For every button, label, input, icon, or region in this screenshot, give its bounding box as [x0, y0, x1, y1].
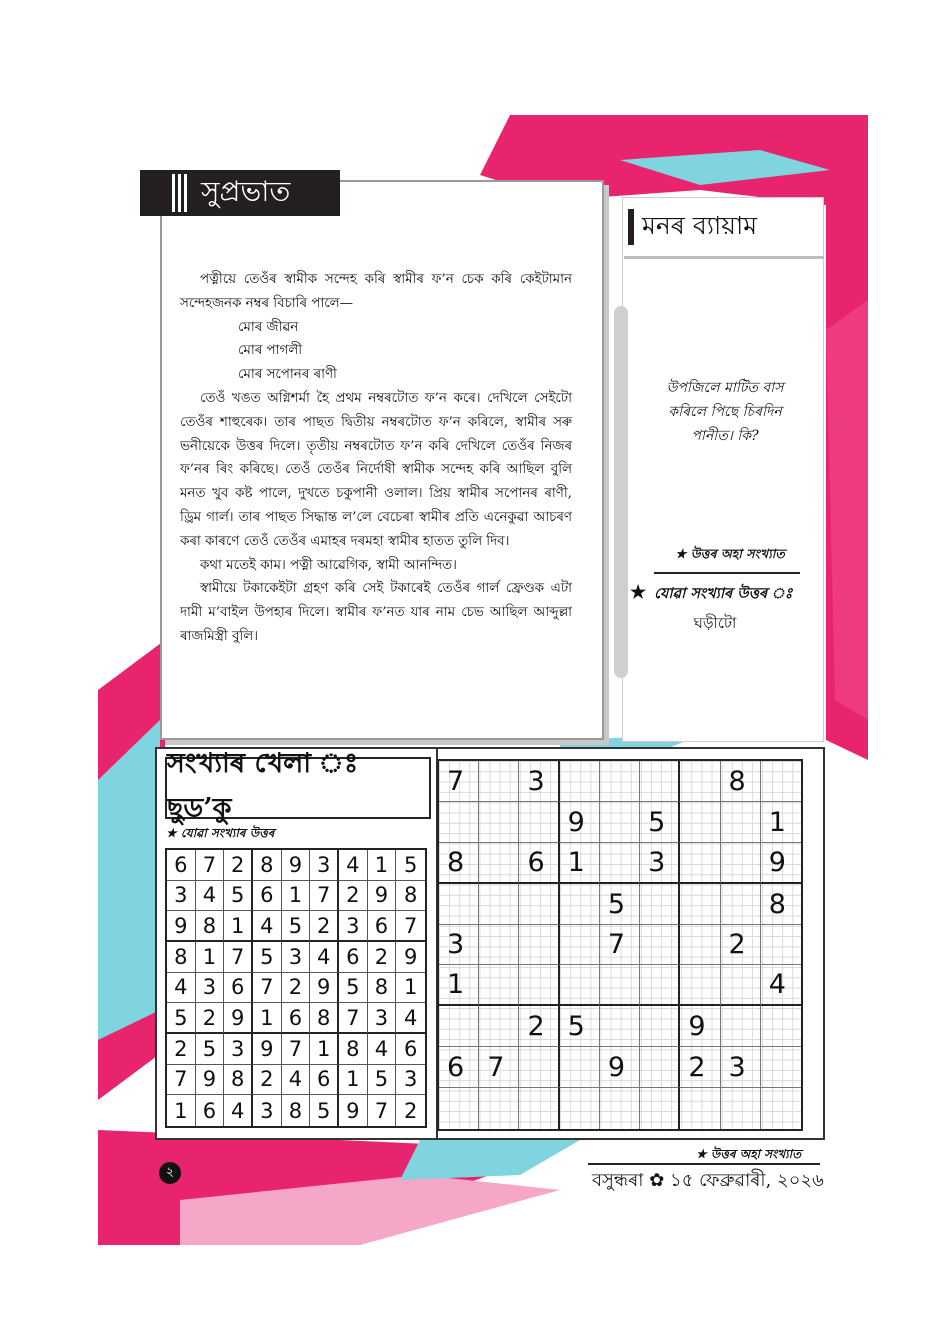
puzzle-cell: 5 [600, 884, 640, 925]
puzzle-cell: 4 [761, 965, 801, 1006]
puzzle-cell [519, 925, 559, 966]
solution-cell: 4 [253, 911, 282, 942]
previous-solution-label: ★ যোৱা সংখ্যাৰ উত্তৰ [166, 826, 275, 840]
puzzle-cell: 5 [560, 1006, 600, 1047]
puzzle-cell: 5 [640, 802, 680, 843]
puzzle-cell: 7 [439, 761, 479, 802]
solution-cell: 2 [339, 881, 368, 912]
puzzle-cell [761, 1047, 801, 1088]
solution-cell: 7 [224, 942, 253, 973]
solution-cell: 4 [396, 1003, 425, 1034]
puzzle-cell: 2 [680, 1047, 720, 1088]
puzzle-cell [721, 1006, 761, 1047]
solution-cell: 8 [167, 942, 196, 973]
solution-cell: 6 [167, 850, 196, 881]
solution-cell: 9 [339, 1095, 368, 1126]
puzzle-cell [560, 1088, 600, 1129]
solution-cell: 2 [167, 1034, 196, 1065]
puzzle-cell [600, 802, 640, 843]
puzzle-cell [560, 1047, 600, 1088]
puzzle-cell [761, 761, 801, 802]
solution-cell: 7 [368, 1095, 397, 1126]
solution-cell: 8 [196, 911, 225, 942]
answer-next-issue-note: ★ উত্তৰ অহা সংখ্যাত [675, 546, 785, 561]
solution-cell: 8 [368, 973, 397, 1004]
riddle-line: কৰিলে পিছে চিৰদিন [668, 404, 782, 420]
previous-sudoku-solution-grid [165, 848, 427, 1128]
solution-cell: 6 [253, 881, 282, 912]
solution-cell: 1 [196, 942, 225, 973]
solution-cell: 2 [253, 1065, 282, 1096]
puzzle-cell: 3 [640, 843, 680, 884]
solution-cell: 4 [282, 1065, 311, 1096]
solution-cell: 4 [339, 850, 368, 881]
puzzle-cell [479, 965, 519, 1006]
sudoku-title: সংখ্যাৰ খেলা ঃ ছুড’কু [165, 757, 431, 819]
puzzle-cell [721, 884, 761, 925]
solution-cell: 5 [196, 1034, 225, 1065]
puzzle-cell [680, 802, 720, 843]
divider [624, 256, 824, 259]
puzzle-cell: 8 [761, 884, 801, 925]
puzzle-cell: 1 [439, 965, 479, 1006]
solution-cell: 7 [310, 881, 339, 912]
solution-cell: 3 [396, 1065, 425, 1096]
solution-cell: 5 [310, 1095, 339, 1126]
mind-exercise-header [628, 208, 757, 246]
story-verse-line: মোৰ জীৱন [238, 319, 299, 335]
solution-cell: 8 [396, 881, 425, 912]
solution-cell: 7 [396, 911, 425, 942]
puzzle-cell [640, 1088, 680, 1129]
solution-cell: 2 [403, 1098, 418, 1123]
solution-cell: 4 [310, 942, 339, 973]
solution-cell: 1 [310, 1034, 339, 1065]
solution-cell: 1 [224, 911, 253, 942]
puzzle-cell [519, 965, 559, 1006]
solution-cell: 9 [167, 911, 196, 942]
story-text [180, 268, 572, 649]
puzzle-cell [479, 1006, 519, 1047]
solution-cell: 4 [224, 1095, 253, 1126]
riddle-text [640, 376, 810, 448]
solution-cell: 5 [339, 973, 368, 1004]
star-icon: ★ [630, 582, 647, 603]
previous-answer-label: ★ যোৱা সংখ্যাৰ উত্তৰ ঃ [630, 582, 793, 603]
solution-cell: 7 [282, 1034, 311, 1065]
puzzle-cell: 8 [721, 761, 761, 802]
solution-cell: 3 [339, 911, 368, 942]
puzzle-cell: 9 [680, 1006, 720, 1047]
solution-cell: 4 [167, 973, 196, 1004]
footer-divider [588, 1163, 820, 1165]
solution-cell: 1 [396, 973, 425, 1004]
side-bar-decoration [614, 306, 628, 678]
solution-cell: 1 [339, 1065, 368, 1096]
solution-cell: 2 [196, 1003, 225, 1034]
puzzle-cell: 2 [721, 925, 761, 966]
puzzle-cell: 3 [721, 1047, 761, 1088]
solution-cell: 9 [310, 973, 339, 1004]
puzzle-cell: 1 [761, 802, 801, 843]
solution-cell: 5 [224, 881, 253, 912]
solution-cell: 5 [167, 1003, 196, 1034]
puzzle-cell [479, 761, 519, 802]
solution-cell: 9 [396, 942, 425, 973]
sudoku-puzzle-grid [437, 759, 803, 1131]
solution-cell: 3 [368, 1003, 397, 1034]
puzzle-cell [479, 843, 519, 884]
solution-cell: 9 [253, 1034, 282, 1065]
divider [654, 572, 800, 574]
page-number: ২ [159, 1162, 181, 1184]
puzzle-cell [560, 925, 600, 966]
puzzle-cell: 1 [560, 843, 600, 884]
puzzle-cell [479, 925, 519, 966]
puzzle-cell [479, 1088, 519, 1129]
puzzle-cell [761, 925, 801, 966]
solution-cell: 1 [253, 1003, 282, 1034]
puzzle-cell [680, 965, 720, 1006]
puzzle-cell: 8 [439, 843, 479, 884]
solution-cell: 5 [396, 850, 425, 881]
puzzle-cell [680, 925, 720, 966]
solution-cell: 2 [310, 911, 339, 942]
solution-cell: 6 [396, 1034, 425, 1065]
solution-cell: 3 [253, 1095, 282, 1126]
puzzle-cell [479, 802, 519, 843]
puzzle-cell [761, 1088, 801, 1129]
solution-cell: 8 [253, 850, 282, 881]
puzzle-cell [519, 1047, 559, 1088]
solution-cell: 3 [167, 881, 196, 912]
puzzle-cell [680, 884, 720, 925]
solution-cell: 9 [368, 881, 397, 912]
puzzle-cell [439, 1006, 479, 1047]
riddle-line: উপজিলে মাটিত বাস [666, 380, 784, 396]
solution-cell: 5 [368, 1065, 397, 1096]
answer-next-issue-note: ★ উত্তৰ অহা সংখ্যাত [696, 1147, 802, 1161]
puzzle-cell [600, 843, 640, 884]
puzzle-cell [640, 1047, 680, 1088]
story-paragraph: স্বামীয়ে টকাকেইটা গ্ৰহণ কৰি সেই টকাৰেই তেওঁৰ গাৰ্ল ফ্ৰেণ্ডক এটা দামী ম’বাইল উপহাৰ দিলে। স্বামীৰ ফ’নত যাৰ নাম চেভ আছিল আব্দুল্লা ৰাজমিস্ত্ৰী বুলি। [180, 581, 572, 644]
puzzle-cell [439, 802, 479, 843]
solution-cell: 6 [282, 1003, 311, 1034]
puzzle-cell: 3 [519, 761, 559, 802]
puzzle-cell: 9 [600, 1047, 640, 1088]
solution-cell: 7 [253, 973, 282, 1004]
solution-cell: 6 [368, 911, 397, 942]
story-paragraph: কথা মতেই কাম। পত্নী আৱেগিক, স্বামী আনন্দিত। [200, 557, 457, 573]
puzzle-cell [721, 843, 761, 884]
puzzle-cell [560, 965, 600, 1006]
puzzle-cell [560, 884, 600, 925]
solution-cell: 3 [224, 1034, 253, 1065]
story-verse-line: মোৰ সপোনৰ ৰাণী [238, 367, 337, 383]
puzzle-cell [439, 884, 479, 925]
puzzle-cell [640, 1006, 680, 1047]
header-bar [628, 209, 634, 245]
puzzle-cell [519, 884, 559, 925]
header-bars [172, 174, 187, 212]
puzzle-cell [600, 1088, 640, 1129]
puzzle-cell: 7 [479, 1047, 519, 1088]
solution-cell: 2 [368, 942, 397, 973]
puzzle-cell [519, 1088, 559, 1129]
solution-cell: 1 [368, 850, 397, 881]
puzzle-cell [640, 884, 680, 925]
mind-exercise-box [622, 197, 824, 742]
solution-cell: 3 [310, 850, 339, 881]
story-header [140, 170, 340, 216]
footer-publication: বসুন্ধৰা ✿ ১৫ ফেব্ৰুৱাৰী, ২০২৬ [592, 1170, 824, 1191]
solution-cell: 6 [196, 1095, 225, 1126]
solution-cell: 2 [282, 973, 311, 1004]
puzzle-cell [640, 965, 680, 1006]
solution-cell: 4 [196, 881, 225, 912]
solution-cell: 5 [253, 942, 282, 973]
puzzle-cell [560, 761, 600, 802]
solution-cell: 1 [282, 881, 311, 912]
puzzle-cell [680, 761, 720, 802]
puzzle-cell [640, 925, 680, 966]
puzzle-cell [600, 761, 640, 802]
solution-cell: 3 [282, 942, 311, 973]
solution-cell: 2 [224, 850, 253, 881]
solution-cell: 6 [224, 973, 253, 1004]
solution-cell: 9 [282, 850, 311, 881]
riddle-line: পানীত। কি? [691, 428, 759, 444]
solution-cell: 7 [167, 1065, 196, 1096]
story-title: সুপ্ৰভাত [201, 174, 291, 208]
puzzle-cell [721, 965, 761, 1006]
puzzle-cell [479, 884, 519, 925]
previous-answer: ঘড়ীটো [693, 614, 737, 632]
solution-cell: 4 [368, 1034, 397, 1065]
solution-cell: 9 [196, 1065, 225, 1096]
solution-cell: 8 [339, 1034, 368, 1065]
solution-cell: 5 [282, 911, 311, 942]
puzzle-cell: 3 [439, 925, 479, 966]
puzzle-cell: 6 [519, 843, 559, 884]
story-verse-line: মোৰ পাগলী [238, 343, 303, 359]
puzzle-cell: 9 [560, 802, 600, 843]
mind-exercise-title: মনৰ ব্যায়াম [642, 210, 758, 240]
solution-cell: 9 [224, 1003, 253, 1034]
solution-cell: 7 [196, 850, 225, 881]
puzzle-cell [721, 802, 761, 843]
puzzle-cell [680, 843, 720, 884]
solution-cell: 7 [339, 1003, 368, 1034]
puzzle-cell [600, 965, 640, 1006]
puzzle-cell: 6 [439, 1047, 479, 1088]
puzzle-cell [439, 1088, 479, 1129]
solution-cell: 6 [310, 1065, 339, 1096]
solution-cell: 3 [196, 973, 225, 1004]
puzzle-cell: 2 [519, 1006, 559, 1047]
puzzle-cell [680, 1088, 720, 1129]
puzzle-cell [721, 1088, 761, 1129]
solution-cell: 1 [167, 1095, 196, 1126]
cyan-stroke-bottom [400, 1140, 580, 1180]
puzzle-cell [640, 761, 680, 802]
puzzle-cell [761, 1006, 801, 1047]
solution-cell: 8 [310, 1003, 339, 1034]
puzzle-cell: 7 [600, 925, 640, 966]
solution-cell: 8 [282, 1095, 311, 1126]
solution-cell: 8 [224, 1065, 253, 1096]
story-paragraph: তেওঁ খঙত অগ্নিশৰ্মা হৈ প্ৰথম নম্বৰটোত ফ’ন কৰে। দেখিলে সেইটো তেওঁৰ শাহুৰেক। তাৰ পাছত দ্বিতীয় নম্বৰটোত ফ’ন কৰিলে, স্বামীৰ সৰু ভনীয়েকে উত্তৰ দিলে। তৃতীয় নম্বৰটোত ফ’ন কৰি দেখিলে তেওঁৰ নিজৰ ফ’নৰ ৰিং কৰিছে। তেওঁ তেওঁৰ নিৰ্দোষী স্বামীক সন্দেহ কৰি আছিল বুলি মনত খুব কষ্ট পালে, দুখতে চকুপানী ওলাল। প্ৰিয় স্বামীৰ সপোনৰ ৰাণী, ড্ৰিম গাৰ্ল। তাৰ পাছত সিদ্ধান্ত ল’লে বেচেৰা স্বামীৰ প্ৰতি এনেকুৱা আচৰণ কৰা কাৰণে তেওঁ তেওঁৰ এমাহৰ দৰমহা স্বামীৰ হাতত তুলি দিব। [180, 390, 572, 549]
story-intro: পত্নীয়ে তেওঁৰ স্বামীক সন্দেহ কৰি স্বামীৰ ফ’ন চেক কৰি কেইটামান সন্দেহজনক নম্বৰ বিচাৰি পালে— [180, 272, 572, 311]
solution-cell: 6 [339, 942, 368, 973]
puzzle-cell [519, 802, 559, 843]
puzzle-cell [600, 1006, 640, 1047]
puzzle-cell: 9 [761, 843, 801, 884]
